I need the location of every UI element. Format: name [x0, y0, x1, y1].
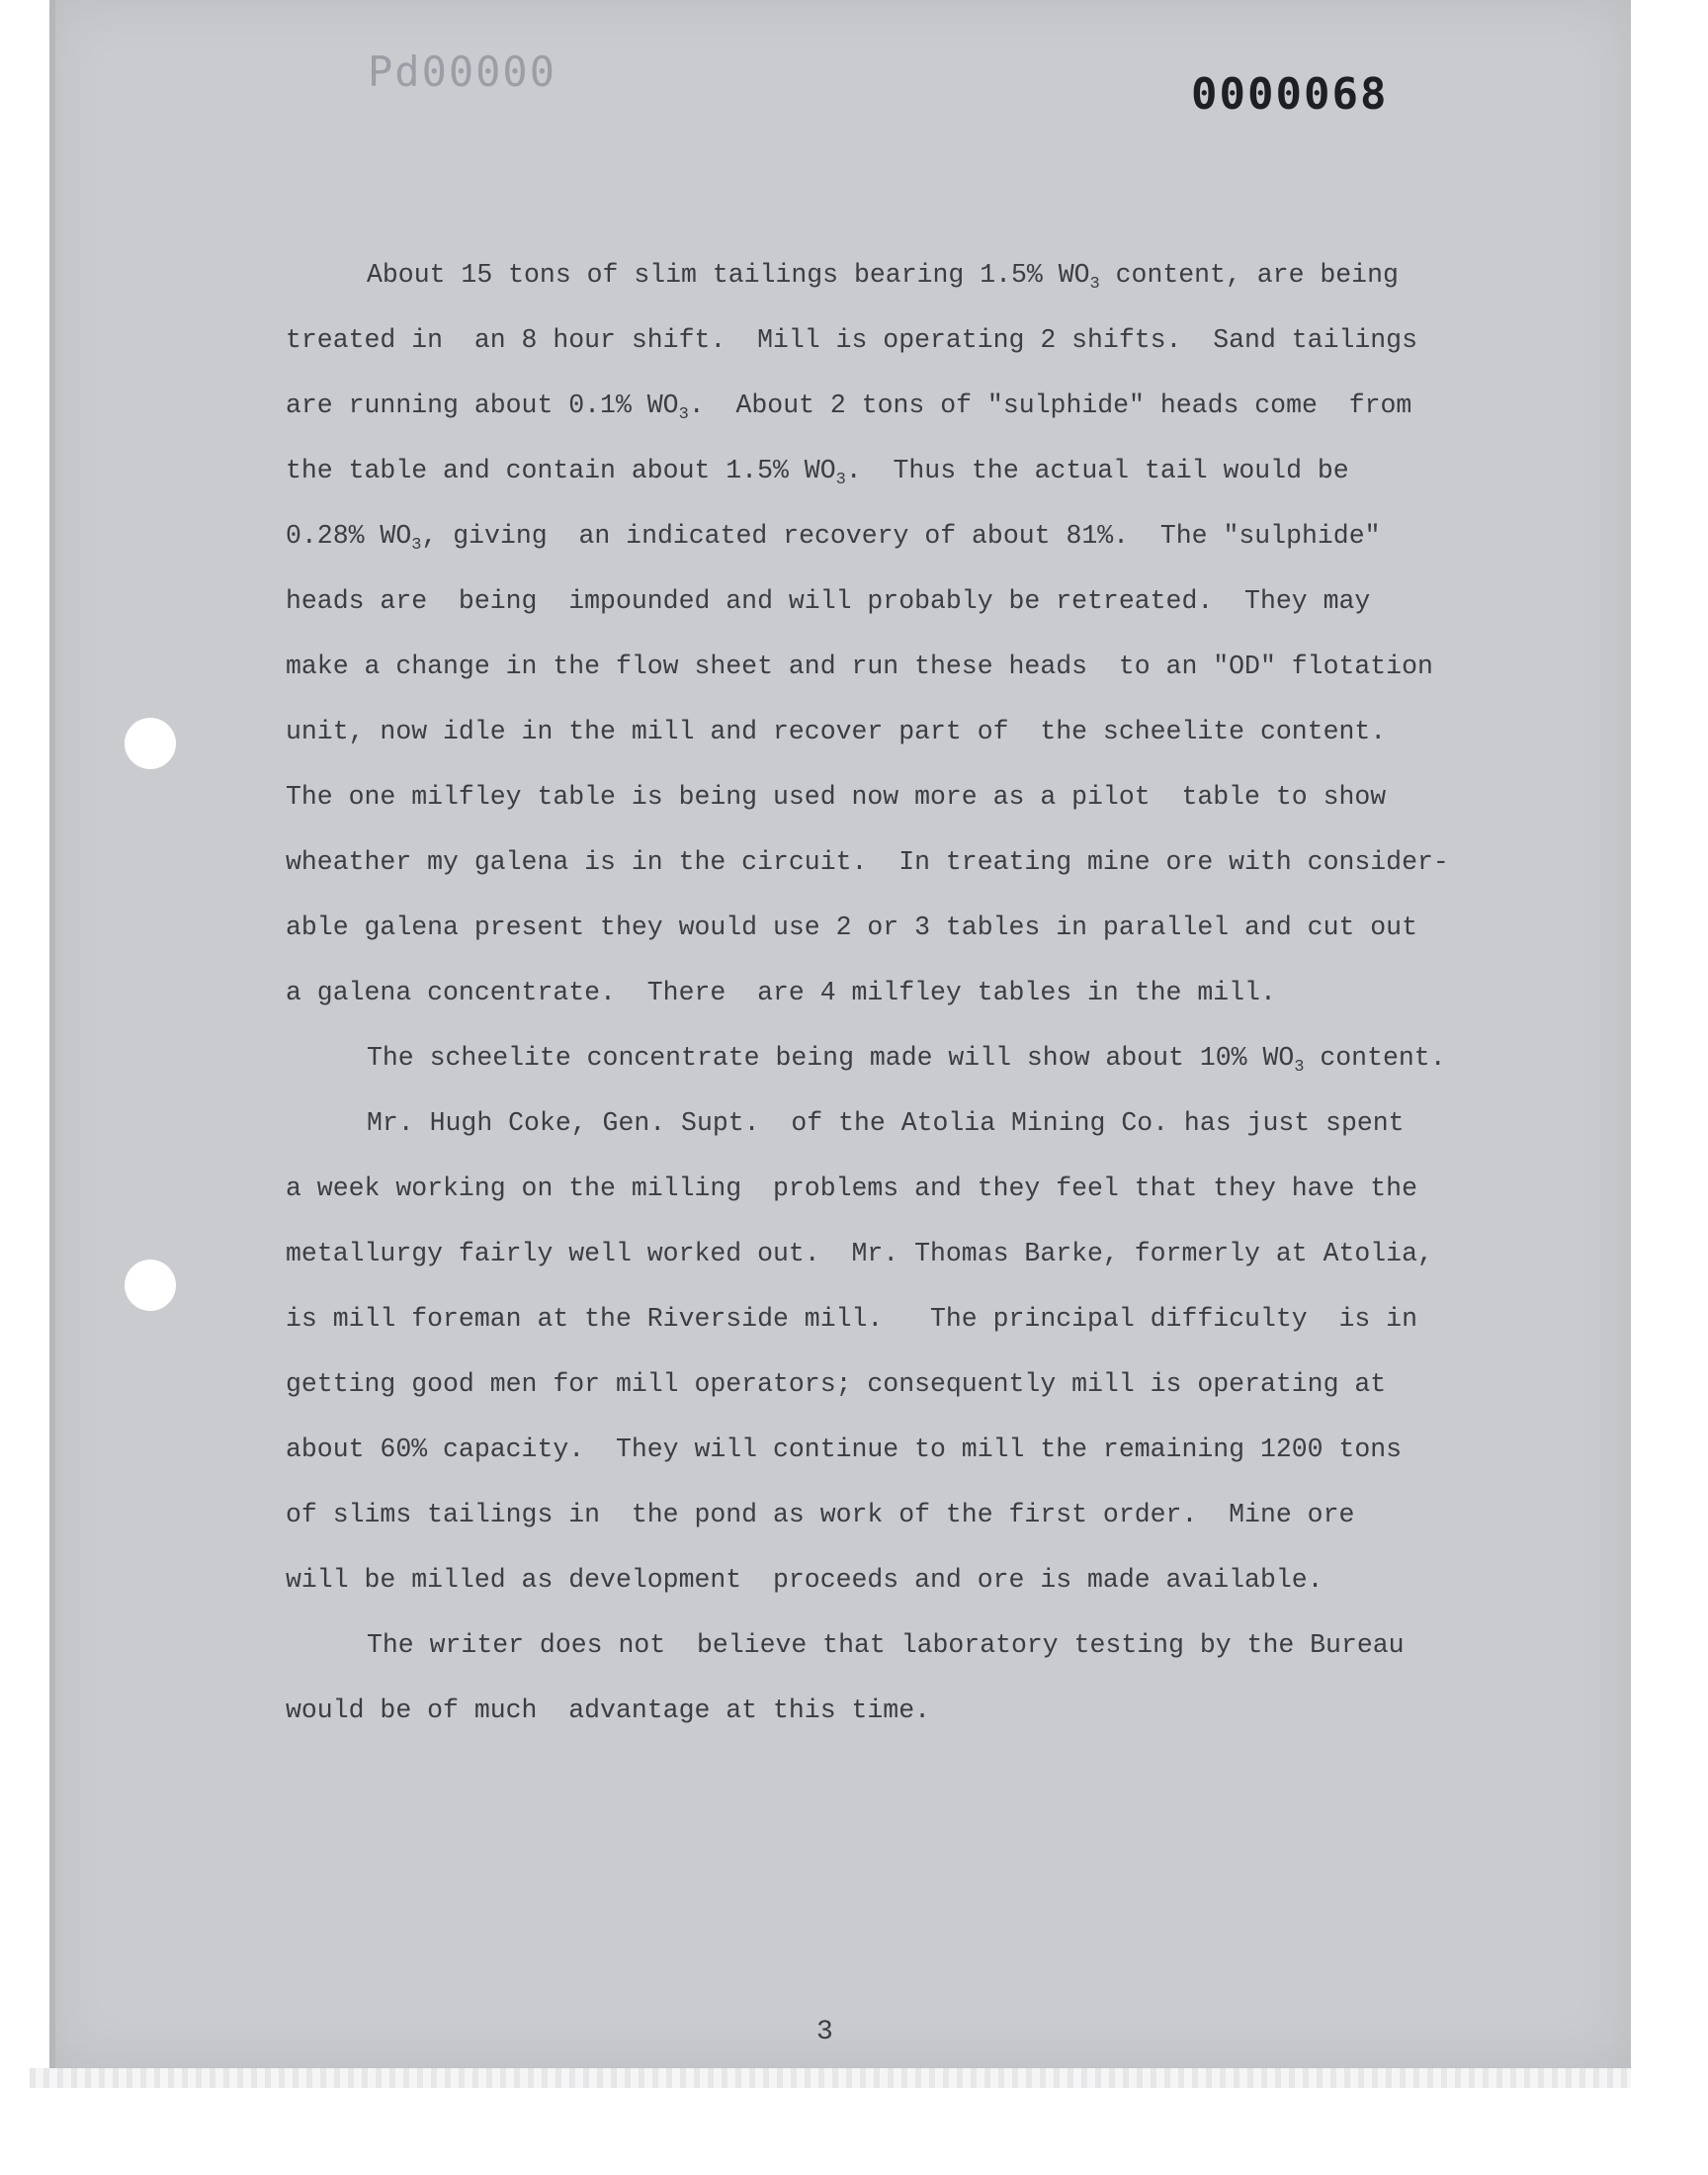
text-line — [286, 438, 1531, 503]
text-line — [286, 1156, 1531, 1221]
text-line — [286, 634, 1531, 699]
subscript: 3 — [411, 536, 422, 555]
line-text: make a change in the flow sheet and run these heads to an "OD" flotation — [286, 652, 1433, 681]
line-text: heads are being impounded and will probably be retreated. They may — [286, 586, 1371, 616]
paragraph — [286, 1025, 1531, 1090]
punch-hole — [125, 718, 176, 769]
line-text: the table and contain about 1.5% WO — [286, 456, 836, 485]
subscript: 3 — [1089, 275, 1100, 294]
line-text: The scheelite concentrate being made will show about 10% WO — [367, 1043, 1295, 1073]
line-text: About 15 tons of slim tailings bearing 1.5% WO — [367, 260, 1090, 290]
document-number-stamp: 0000068 — [1191, 69, 1389, 120]
scan-edge-strip — [30, 2068, 1631, 2088]
text-line — [286, 1286, 1531, 1351]
line-text: of slims tailings in the pond as work of the first order. Mine ore — [286, 1500, 1355, 1529]
subscript: 3 — [678, 405, 689, 424]
line-text: 0.28% WO — [286, 521, 412, 551]
text-line — [286, 503, 1531, 568]
text-line — [286, 699, 1531, 764]
line-text: getting good men for mill operators; consequently mill is operating at — [286, 1369, 1387, 1399]
line-text: a week working on the milling problems and they feel that they have the — [286, 1174, 1417, 1203]
text-line — [286, 1090, 1531, 1156]
line-text: treated in an 8 hour shift. Mill is operating 2 shifts. Sand tailings — [286, 325, 1417, 355]
text-line — [286, 1678, 1531, 1743]
text-line — [286, 895, 1531, 960]
text-line — [286, 1351, 1531, 1417]
line-text: about 60% capacity. They will continue to mill the remaining 1200 tons — [286, 1435, 1403, 1464]
line-text: will be milled as development proceeds and ore is made available. — [286, 1565, 1324, 1595]
line-text: metallurgy fairly well worked out. Mr. Thomas Barke, formerly at Atolia, — [286, 1239, 1433, 1268]
line-text: The writer does not believe that laboratory testing by the Bureau — [367, 1630, 1405, 1660]
line-text: . Thus the actual tail would be — [845, 456, 1349, 485]
text-line — [286, 829, 1531, 895]
line-text: able galena present they would use 2 or 3 tables in parallel and cut out — [286, 913, 1417, 942]
line-text: content, are being — [1099, 260, 1399, 290]
line-text: unit, now idle in the mill and recover part of the scheelite content. — [286, 717, 1387, 746]
text-line — [286, 1025, 1531, 1090]
subscript: 3 — [835, 471, 846, 489]
punch-hole — [125, 1260, 176, 1311]
paragraph — [286, 1612, 1531, 1743]
text-line — [286, 1547, 1531, 1612]
subscript: 3 — [1294, 1058, 1305, 1077]
page-shadow-edge — [49, 0, 55, 2068]
line-text: are running about 0.1% WO — [286, 391, 679, 420]
text-line — [286, 960, 1531, 1025]
document-body — [286, 242, 1531, 1743]
text-line — [286, 242, 1531, 307]
text-line — [286, 1417, 1531, 1482]
line-text: a galena concentrate. There are 4 milfley tables in the mill. — [286, 978, 1276, 1007]
text-line — [286, 1221, 1531, 1286]
line-text: wheather my galena is in the circuit. In treating mine ore with consider- — [286, 847, 1449, 877]
line-text: content. — [1304, 1043, 1446, 1073]
line-text: is mill foreman at the Riverside mill. The principal difficulty is in — [286, 1304, 1417, 1334]
line-text: The one milfley table is being used now more as a pilot table to show — [286, 782, 1387, 812]
line-text: . About 2 tons of "sulphide" heads come from — [688, 391, 1412, 420]
line-text: , giving an indicated recovery of about 81%. The "sulphide" — [421, 521, 1381, 551]
faint-document-stamp: Pd00000 — [368, 47, 557, 96]
text-line — [286, 1612, 1531, 1678]
line-text: would be of much advantage at this time. — [286, 1696, 931, 1725]
text-line — [286, 764, 1531, 829]
text-line — [286, 307, 1531, 373]
text-line — [286, 373, 1531, 438]
text-line — [286, 1482, 1531, 1547]
paragraph — [286, 242, 1531, 1025]
paragraph — [286, 1090, 1531, 1612]
line-text: Mr. Hugh Coke, Gen. Supt. of the Atolia Mining Co. has just spent — [367, 1108, 1405, 1138]
page-number: 3 — [816, 2017, 833, 2047]
text-line — [286, 568, 1531, 634]
